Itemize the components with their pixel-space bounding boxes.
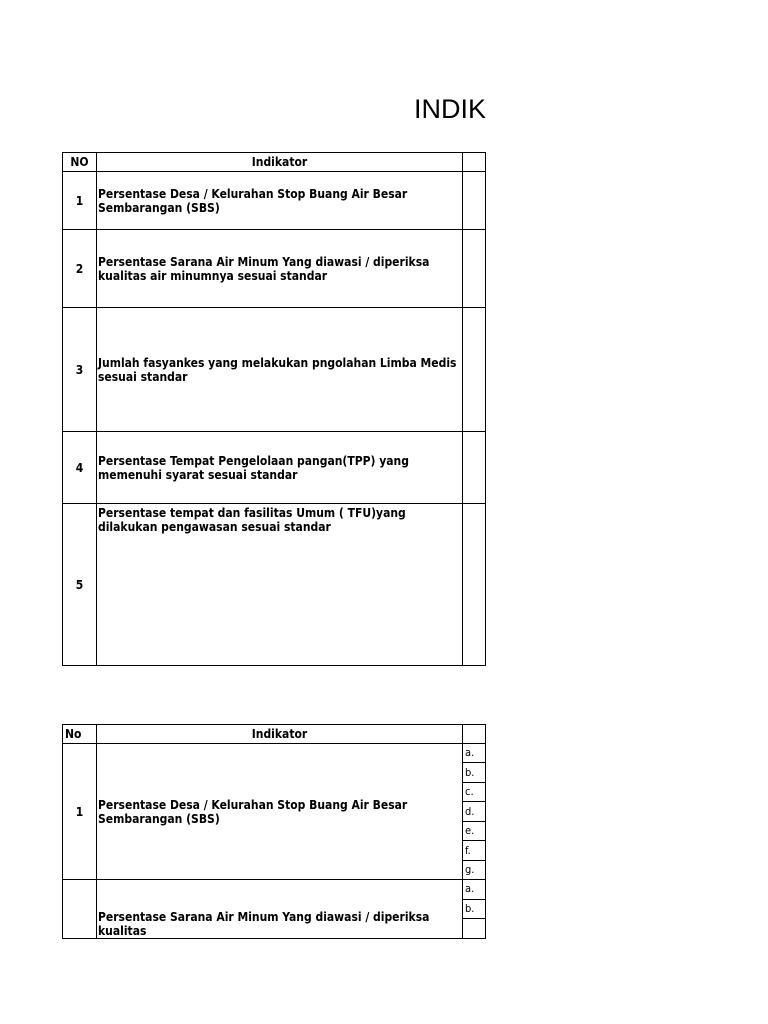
table-row (63, 880, 486, 900)
table-row (63, 432, 486, 504)
empty-cell (463, 230, 486, 308)
sub-item-label: a. (463, 744, 486, 763)
sub-item-label: c. (463, 783, 486, 802)
indikator-cell: Persentase Sarana Air Minum Yang diawasi / diperiksa kualitas (97, 880, 463, 939)
indikator-cell: Persentase Desa / Kelurahan Stop Buang Air Besar Sembarangan (SBS) (97, 172, 463, 230)
table-row (63, 230, 486, 308)
page-title: INDIK (414, 94, 487, 124)
indicator-table-1 (62, 152, 486, 666)
sub-item-label: e. (463, 822, 486, 841)
sub-item-label: b. (463, 899, 486, 919)
indikator-cell: Persentase Tempat Pengelolaan pangan(TPP) yang memenuhi syarat sesuai standar (97, 432, 463, 504)
column-header-empty (463, 153, 486, 172)
table-row (63, 308, 486, 432)
indikator-cell: Persentase Desa / Kelurahan Stop Buang Air Besar Sembarangan (SBS) (97, 744, 463, 880)
sub-item-label: f. (463, 841, 486, 861)
table-row (63, 172, 486, 230)
row-number: 4 (63, 432, 97, 504)
sub-item-label: g. (463, 861, 486, 880)
column-header-no: No (63, 725, 97, 744)
row-number: 2 (63, 230, 97, 308)
sub-item-label: d. (463, 802, 486, 822)
row-number: 5 (63, 504, 97, 666)
empty-cell (463, 432, 486, 504)
table-row (63, 504, 486, 666)
column-header-no: NO (63, 153, 97, 172)
sub-item-label: b. (463, 763, 486, 783)
row-number: 1 (63, 744, 97, 880)
table-row (63, 744, 486, 763)
indikator-cell: Persentase tempat dan fasilitas Umum ( TFU)yang dilakukan pengawasan sesuai standar (97, 504, 463, 666)
empty-cell (463, 308, 486, 432)
column-header-empty (463, 725, 486, 744)
row-number (63, 880, 97, 939)
empty-cell (463, 172, 486, 230)
row-number: 3 (63, 308, 97, 432)
column-header-indikator: Indikator (97, 725, 463, 744)
column-header-indikator: Indikator (97, 153, 463, 172)
row-number: 1 (63, 172, 97, 230)
empty-cell (463, 504, 486, 666)
indikator-cell: Persentase Sarana Air Minum Yang diawasi / diperiksa kualitas air minumnya sesuai standar (97, 230, 463, 308)
indicator-table-2 (62, 724, 486, 939)
sub-item-label: a. (463, 880, 486, 900)
sub-item-label (463, 919, 486, 939)
indikator-cell: Jumlah fasyankes yang melakukan pngolahan Limba Medis sesuai standar (97, 308, 463, 432)
